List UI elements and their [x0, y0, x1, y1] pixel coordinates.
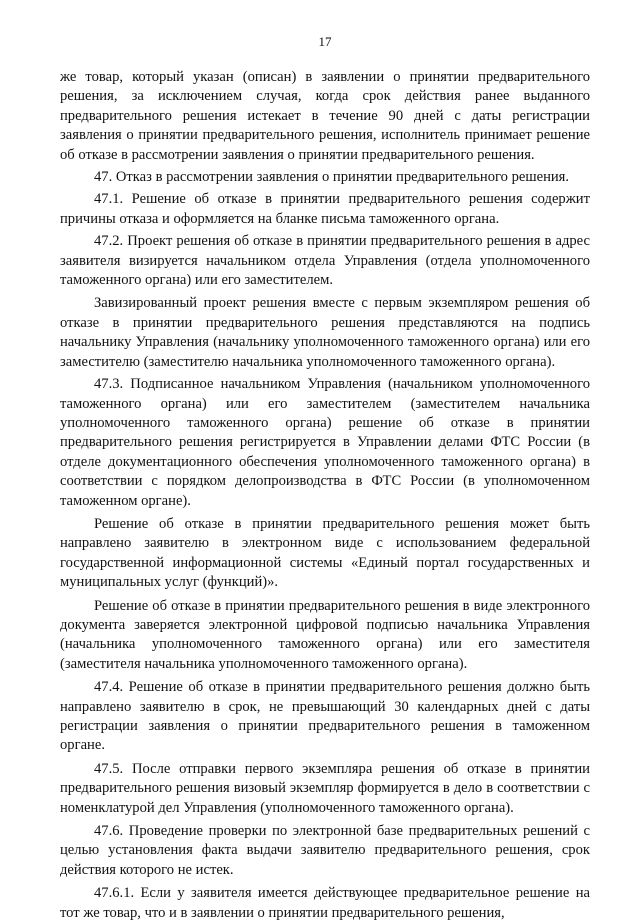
paragraph-47-3: 47.3. Подписанное начальником Управления (начальником уполномоченного таможенного органа) или его заместителем (заместителем начальника уполномоченного таможенного органа) решение об отказе в принятии предварительного решения регистрируется в Управлении делами ФТС России (в отделе документационного обеспечения уполномоченного таможенного органа) в соответствии с порядком делопроизводства в ФТС России (в уполномоченном таможенном органе). [60, 376, 590, 509]
paragraph-47-5: 47.5. После отправки первого экземпляра решения об отказе в принятии предварительного решения визовый экземпляр формируется в дело в соответствии с номенклатурой дел Управления (уполномоченного таможенного органа). [60, 760, 590, 816]
paragraph-47-1: 47.1. Решение об отказе в принятии предварительного решения содержит причины отказа и оформляется на бланке письма таможенного органа. [60, 191, 590, 227]
paragraph-47: 47. Отказ в рассмотрении заявления о принятии предварительного решения. [94, 169, 570, 186]
paragraph-47-6: 47.6. Проведение проверки по электронной базе предварительных решений с целью установления факта выдачи заявителю предварительного решения, срок действия которого не истек. [60, 823, 590, 878]
paragraph-47-3-signature: Решение об отказе в принятии предварительного решения в виде электронного документа заверяется электронной цифровой подписью начальника Управления (начальника уполномоченного таможенного органа) или его заместителя (заместителя начальника уполномоченного таможенного органа). [60, 597, 590, 672]
paragraph-47-2-continued: Завизированный проект решения вместе с первым экземпляром решения об отказе в принятии предварительного решения представляются на подпись начальнику Управления (начальнику уполномоченного таможенного органа) или его заместителю (заместителю начальника уполномоченного таможенного органа). [60, 295, 590, 370]
paragraph-47-2: 47.2. Проект решения об отказе в принятии предварительного решения в адрес заявителя визируется начальником отдела Управления (отдела уполномоченного таможенного органа) или его заместителем. [60, 233, 590, 289]
page-number: 17 [318, 34, 332, 49]
paragraph-continuation: же товар, который указан (описан) в заявлении о принятии предварительного решения, за исключением случая, когда срок действия ранее выданного предварительного решения истекает в течение 90 дней с даты регистрации заявления о принятии предварительного решения, исполнитель принимает решение об отказе в рассмотрении заявления о принятии предварительного решения. [60, 69, 590, 163]
paragraph-47-6-1: 47.6.1. Если у заявителя имеется действующее предварительное решение на тот же товар, что и в заявлении о принятии предварительного решения, [60, 885, 590, 921]
paragraph-47-3-electronic: Решение об отказе в принятии предварительного решения может быть направлено заявителю в электронном виде с использованием федеральной государственной информационной системы «Единый портал государственных и муниципальных услуг (функций)». [60, 515, 590, 591]
paragraph-47-4: 47.4. Решение об отказе в принятии предварительного решения должно быть направлено заявителю в срок, не превышающий 30 календарных дней с даты регистрации заявления о принятии предварительного решения в таможенном органе. [60, 679, 590, 754]
